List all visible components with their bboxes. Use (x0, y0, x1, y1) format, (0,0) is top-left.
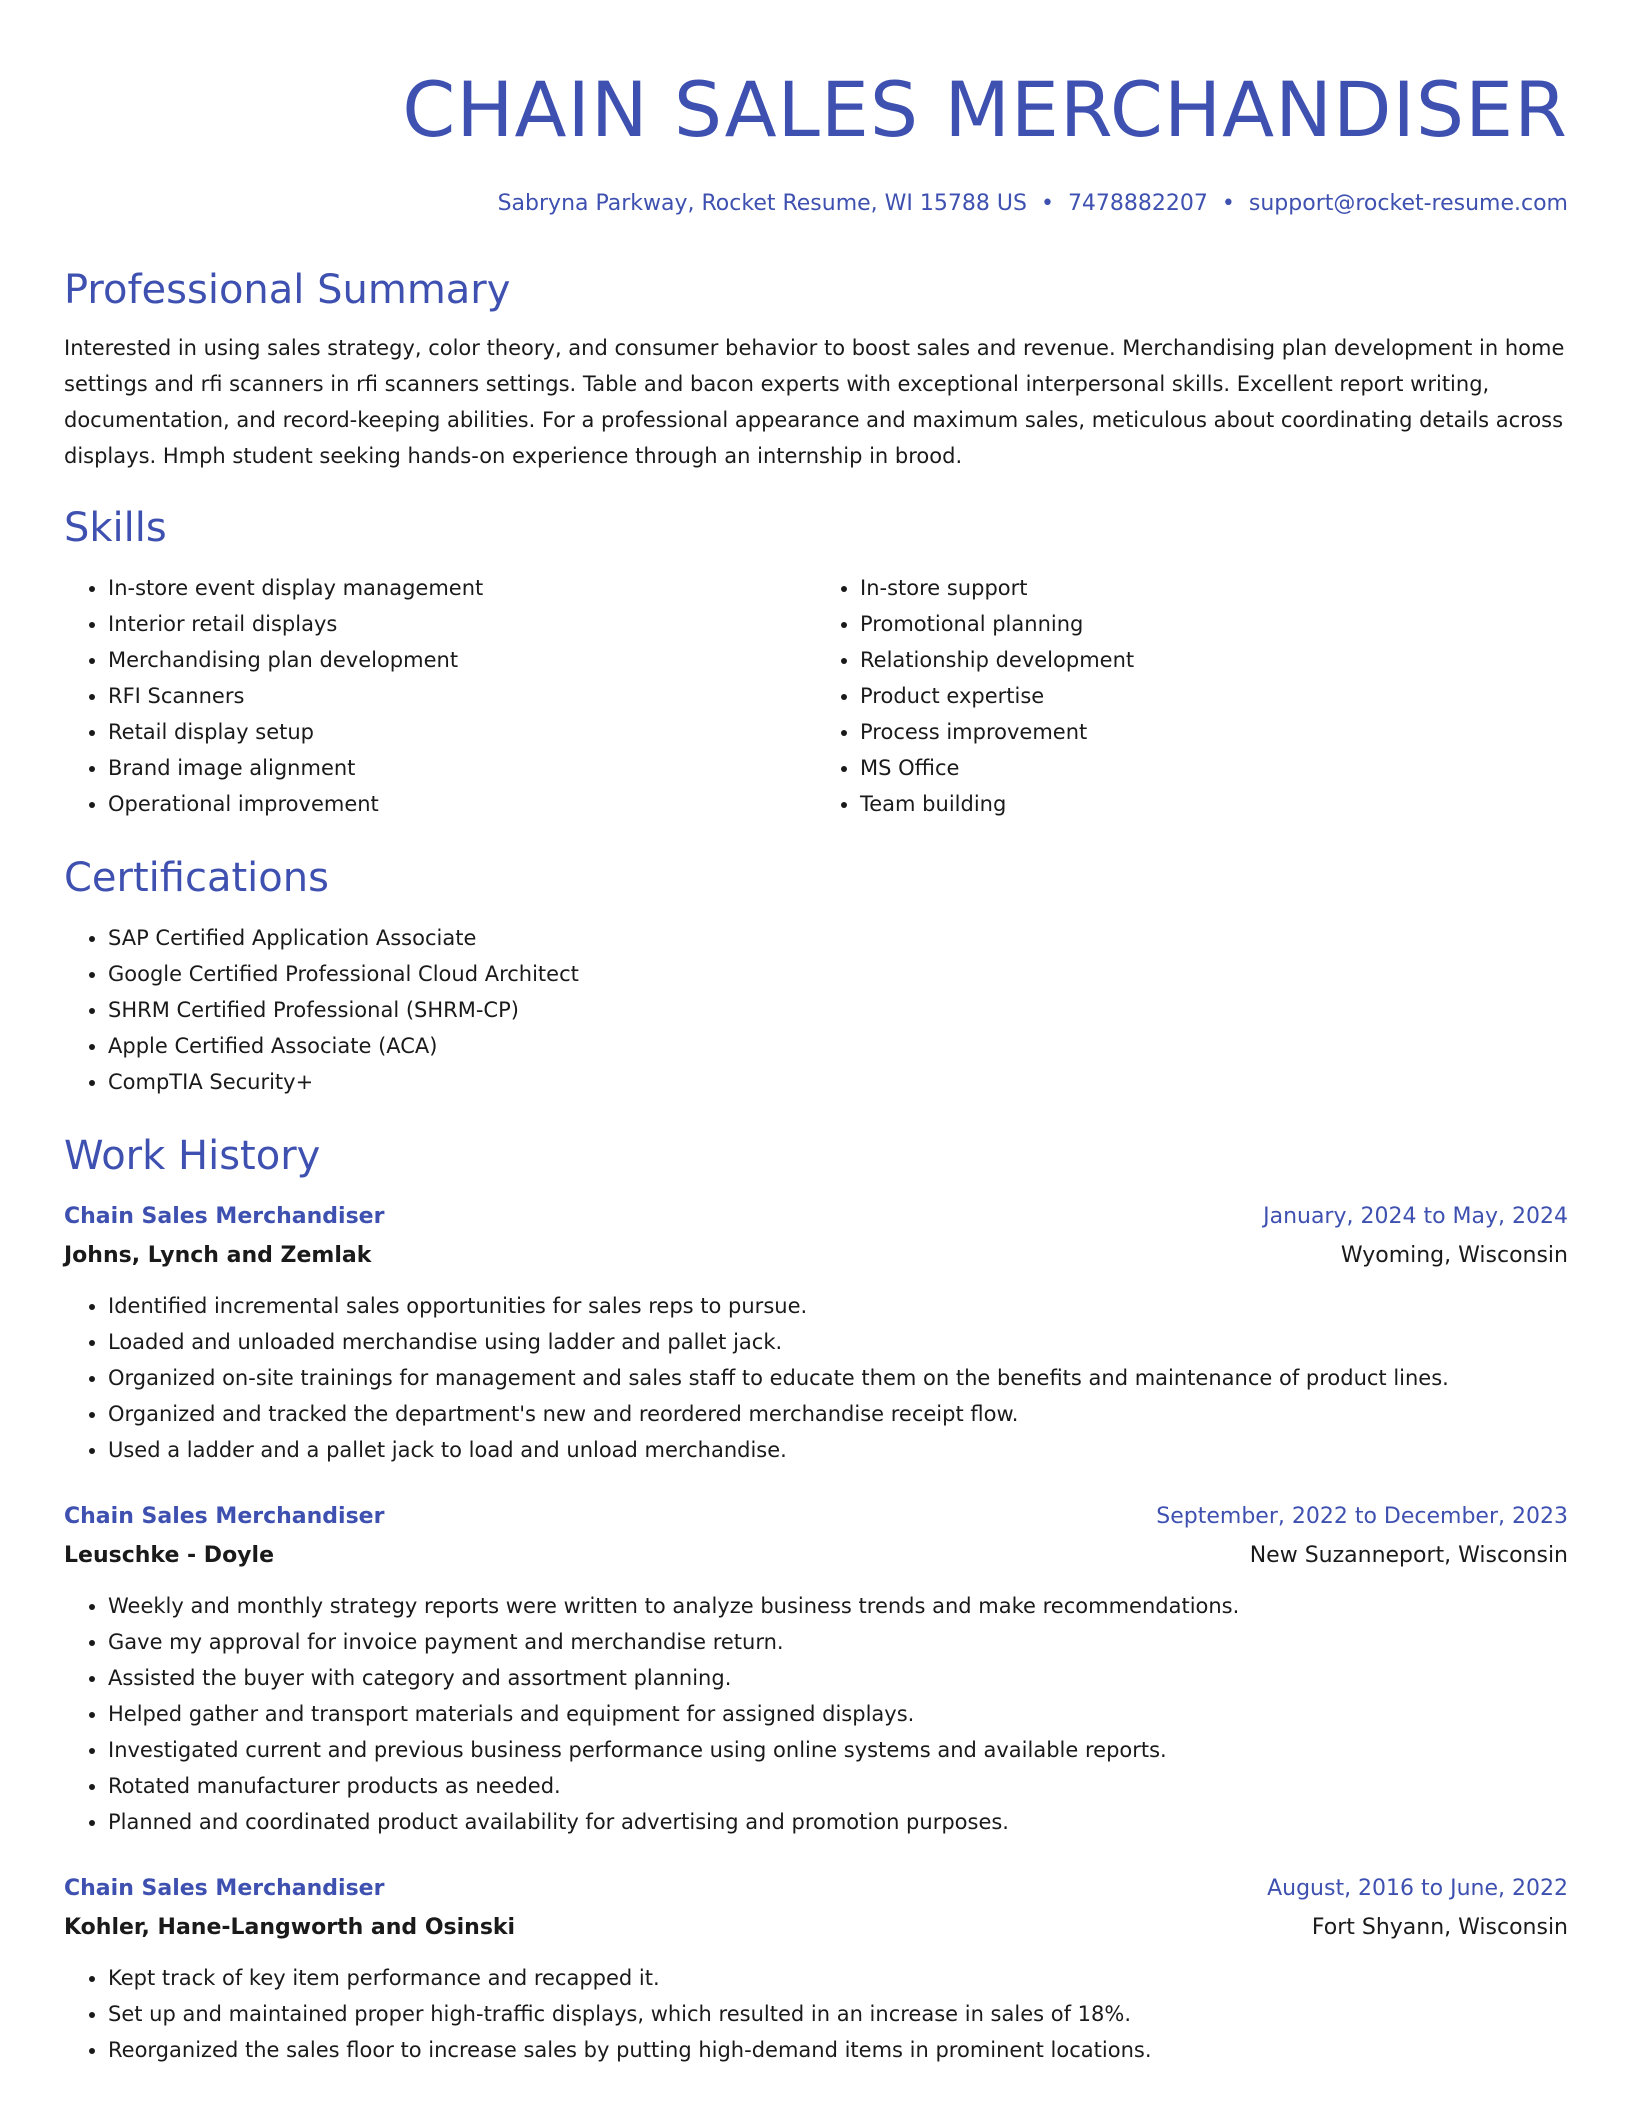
skills-list-left (64, 570, 816, 822)
job-title: Chain Sales Merchandiser (64, 1204, 385, 1229)
certification-item: • Google Certified Professional Cloud Architect (108, 956, 1568, 992)
certification-item: • SHRM Certified Professional (SHRM-CP) (108, 992, 1568, 1028)
job-dates: January, 2024 to May, 2024 (1263, 1204, 1568, 1229)
job-duty: • Used a ladder and a pallet jack to load and unload merchandise. (108, 1432, 1568, 1468)
job-duty: • Organized on-site trainings for management and sales staff to educate them on the benefits and maintenance of product lines. (108, 1360, 1568, 1396)
job-entry (64, 1870, 1568, 2068)
job-company: Kohler, Hane-Langworth and Osinski (64, 1915, 516, 1940)
job-duty: • Planned and coordinated product availability for advertising and promotion purposes. (108, 1804, 1568, 1840)
contact-line (64, 188, 1568, 220)
job-employer-row (64, 1236, 1568, 1276)
job-duty: • Kept track of key item performance and recapped it. (108, 1960, 1568, 1996)
contact-separator: • (1221, 191, 1235, 216)
job-title: Chain Sales Merchandiser (64, 1504, 385, 1529)
skill-item: • Team building (860, 786, 1568, 822)
job-duty: • Rotated manufacturer products as needed. (108, 1768, 1568, 1804)
section-title-skills: Skills (64, 505, 167, 551)
job-duty: • Assisted the buyer with category and assortment planning. (108, 1660, 1568, 1696)
skill-item: • Brand image alignment (108, 750, 816, 786)
skill-item: • Product expertise (860, 678, 1568, 714)
skills-list-right (816, 570, 1568, 822)
job-employer-row (64, 1908, 1568, 1948)
job-duty: • Helped gather and transport materials and equipment for assigned displays. (108, 1696, 1568, 1732)
certification-item: • Apple Certified Associate (ACA) (108, 1028, 1568, 1064)
job-duty: • Loaded and unloaded merchandise using ladder and pallet jack. (108, 1324, 1568, 1360)
job-duties-list (64, 1588, 1568, 1840)
skill-item: • In-store support (860, 570, 1568, 606)
skill-item: • Retail display setup (108, 714, 816, 750)
skill-item: • Promotional planning (860, 606, 1568, 642)
certification-item: • SAP Certified Application Associate (108, 920, 1568, 956)
job-duty: • Organized and tracked the department's new and reordered merchandise receipt flow. (108, 1396, 1568, 1432)
job-duties-list (64, 1960, 1568, 2068)
skill-item: • RFI Scanners (108, 678, 816, 714)
job-duty: • Identified incremental sales opportunities for sales reps to pursue. (108, 1288, 1568, 1324)
contact-address: Sabryna Parkway, Rocket Resume, WI 15788 US (497, 191, 1027, 216)
skills-columns (64, 570, 1568, 822)
certification-item: • CompTIA Security+ (108, 1064, 1568, 1100)
job-title: Chain Sales Merchandiser (64, 1876, 385, 1901)
skill-item: • Merchandising plan development (108, 642, 816, 678)
certifications-list (64, 920, 1568, 1100)
contact-phone: 7478882207 (1067, 191, 1208, 216)
job-dates: September, 2022 to December, 2023 (1156, 1504, 1568, 1529)
contact-separator: • (1040, 191, 1054, 216)
job-entry (64, 1498, 1568, 1840)
job-location: New Suzanneport, Wisconsin (1249, 1543, 1568, 1568)
skill-item: • Relationship development (860, 642, 1568, 678)
section-title-certifications: Certifications (64, 855, 329, 901)
job-header (64, 1870, 1568, 1908)
contact-email[interactable]: support@rocket-resume.com (1248, 191, 1568, 216)
summary-text: Interested in using sales strategy, color theory, and consumer behavior to boost sales and revenue. Merchandising plan development in home settings and rfi scanners in rfi scanners settings. Table and bacon experts with exceptional interpersonal skills. Excellent report writing, documentation, and record-keeping abilities. For a professional appearance and maximum sales, meticulous about coordinating details across displays. Hmph student seeking hands-on experience through an internship in brood. (64, 336, 1565, 468)
job-header (64, 1498, 1568, 1536)
candidate-name: CHAIN SALES MERCHANDISER (402, 65, 1568, 154)
job-duty: • Gave my approval for invoice payment and merchandise return. (108, 1624, 1568, 1660)
skill-item: • Interior retail displays (108, 606, 816, 642)
job-company: Leuschke - Doyle (64, 1543, 274, 1568)
job-entry (64, 1198, 1568, 1468)
skill-item: • Process improvement (860, 714, 1568, 750)
job-duty: • Weekly and monthly strategy reports were written to analyze business trends and make recommendations. (108, 1588, 1568, 1624)
job-header (64, 1198, 1568, 1236)
job-company: Johns, Lynch and Zemlak (64, 1243, 372, 1268)
job-dates: August, 2016 to June, 2022 (1267, 1876, 1568, 1901)
job-duty: • Reorganized the sales floor to increase sales by putting high-demand items in prominent locations. (108, 2032, 1568, 2068)
job-duty: • Investigated current and previous business performance using online systems and available reports. (108, 1732, 1568, 1768)
skill-item: • MS Office (860, 750, 1568, 786)
skill-item: • Operational improvement (108, 786, 816, 822)
section-title-summary: Professional Summary (64, 267, 511, 313)
job-location: Wyoming, Wisconsin (1340, 1243, 1568, 1268)
section-title-work-history: Work History (64, 1133, 321, 1179)
job-duties-list (64, 1288, 1568, 1468)
job-location: Fort Shyann, Wisconsin (1311, 1915, 1568, 1940)
job-employer-row (64, 1536, 1568, 1576)
skill-item: • In-store event display management (108, 570, 816, 606)
job-duty: • Set up and maintained proper high-traffic displays, which resulted in an increase in sales of 18%. (108, 1996, 1568, 2032)
